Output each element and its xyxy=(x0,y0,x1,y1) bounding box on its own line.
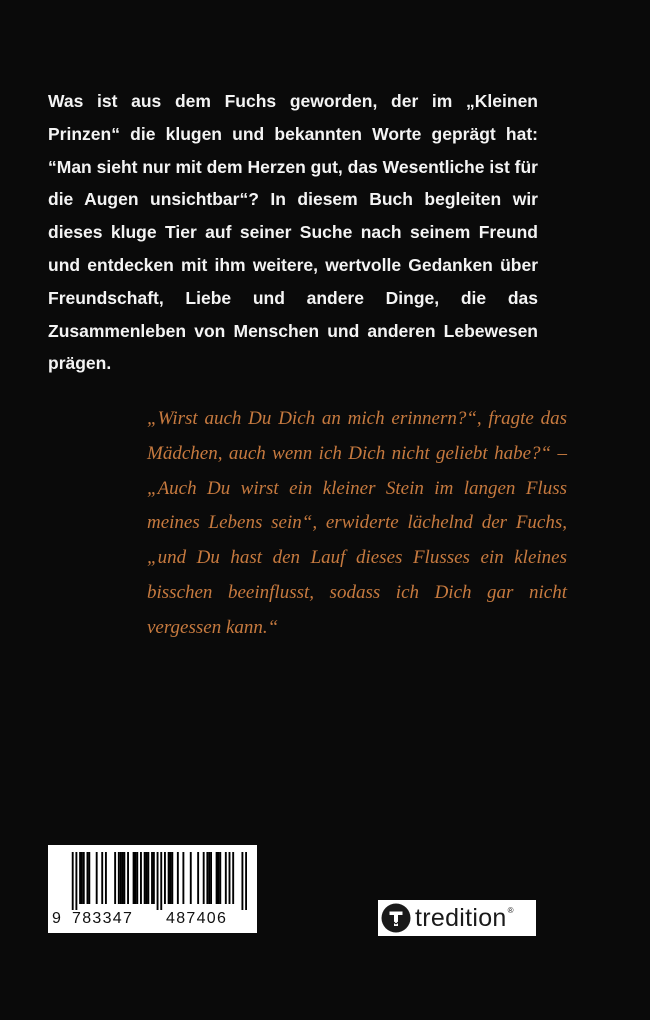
registered-mark: ® xyxy=(507,906,514,915)
barcode-bar xyxy=(177,852,179,904)
barcode-bar xyxy=(123,852,125,904)
barcode-bar xyxy=(147,852,149,904)
barcode-bar xyxy=(241,852,243,910)
barcode-bar xyxy=(133,852,135,904)
publisher-logo-block xyxy=(378,900,536,936)
barcode-bar xyxy=(160,852,162,910)
barcode-bar xyxy=(79,852,81,904)
barcode-bar xyxy=(170,852,172,904)
barcode-right-group: 487406 xyxy=(166,910,228,927)
barcode-bar xyxy=(151,852,153,904)
barcode-left-group: 783347 xyxy=(72,910,134,927)
barcode-digits xyxy=(48,909,257,931)
barcode-bar xyxy=(118,852,120,904)
barcode-bars xyxy=(57,852,247,910)
barcode-bar xyxy=(136,852,138,904)
tredition-t-logo-icon xyxy=(381,903,411,933)
barcode-bar xyxy=(120,852,122,904)
barcode-bar xyxy=(96,852,98,904)
barcode-bar xyxy=(208,852,210,904)
barcode-bar xyxy=(157,852,159,910)
barcode-bar xyxy=(216,852,218,904)
barcode-bar xyxy=(229,852,231,904)
barcode-bar xyxy=(127,852,129,904)
barcode-bar xyxy=(140,852,142,904)
barcode-bar xyxy=(134,852,136,904)
barcode-bar xyxy=(197,852,199,904)
barcode-bar xyxy=(72,852,74,910)
quote-text: „Wirst auch Du Dich an mich erinnern?“, fragte das Mädchen, auch wenn ich Dich nicht geliebt habe?“ – „Auch Du wirst ein kleiner Stein im langen Fluss meines Lebens sein“, erwiderte lächelnd der Fuchs, „und Du hast den Lauf dieses Flusses ein kleines bisschen beeinflusst, sodass ich Dich gar nicht vergessen kann.“ xyxy=(147,408,567,638)
blurb-text: Was ist aus dem Fuchs geworden, der im „Kleinen Prinzen“ die klugen und bekannten Worte geprägt hat: “Man sieht nur mit dem Herzen gut, das Wesentliche ist für die Augen unsichtbar“? In diesem Buch begleiten wir dieses kluge Tier auf seiner Suche nach seinem Freund und entdecken mit ihm weitere, wertvolle Gedanken über Freundschaft, Liebe und andere Dinge, die das Zusammenleben von Menschen und anderen Lebewesen prägen. xyxy=(48,91,538,374)
barcode-bar xyxy=(219,852,221,904)
barcode-bar xyxy=(232,852,234,904)
barcode-bar xyxy=(171,852,173,904)
barcode-bar xyxy=(203,852,205,904)
barcode-bar xyxy=(146,852,148,904)
barcode-prefix-digit: 9 xyxy=(52,910,63,927)
barcode-bar xyxy=(144,852,146,904)
barcode-bar xyxy=(206,852,208,904)
barcode-bar xyxy=(168,852,170,904)
barcode-bar xyxy=(83,852,85,904)
barcode-bar xyxy=(81,852,83,904)
barcode-bar xyxy=(114,852,116,904)
barcode-bar xyxy=(122,852,124,904)
isbn-barcode xyxy=(48,845,257,933)
barcode-bar xyxy=(190,852,192,904)
barcode-bar xyxy=(245,852,247,910)
barcode-bar xyxy=(75,852,77,910)
barcode-bar xyxy=(217,852,219,904)
barcode-bar xyxy=(105,852,107,904)
barcode-bar xyxy=(164,852,166,904)
publisher-name: tredition xyxy=(415,904,507,932)
barcode-bar xyxy=(210,852,212,904)
barcode-bar xyxy=(153,852,155,904)
barcode-bar xyxy=(101,852,103,904)
barcode-bar xyxy=(182,852,184,904)
barcode-bar xyxy=(87,852,89,904)
barcode-bar xyxy=(88,852,90,904)
barcode-bar xyxy=(225,852,227,904)
